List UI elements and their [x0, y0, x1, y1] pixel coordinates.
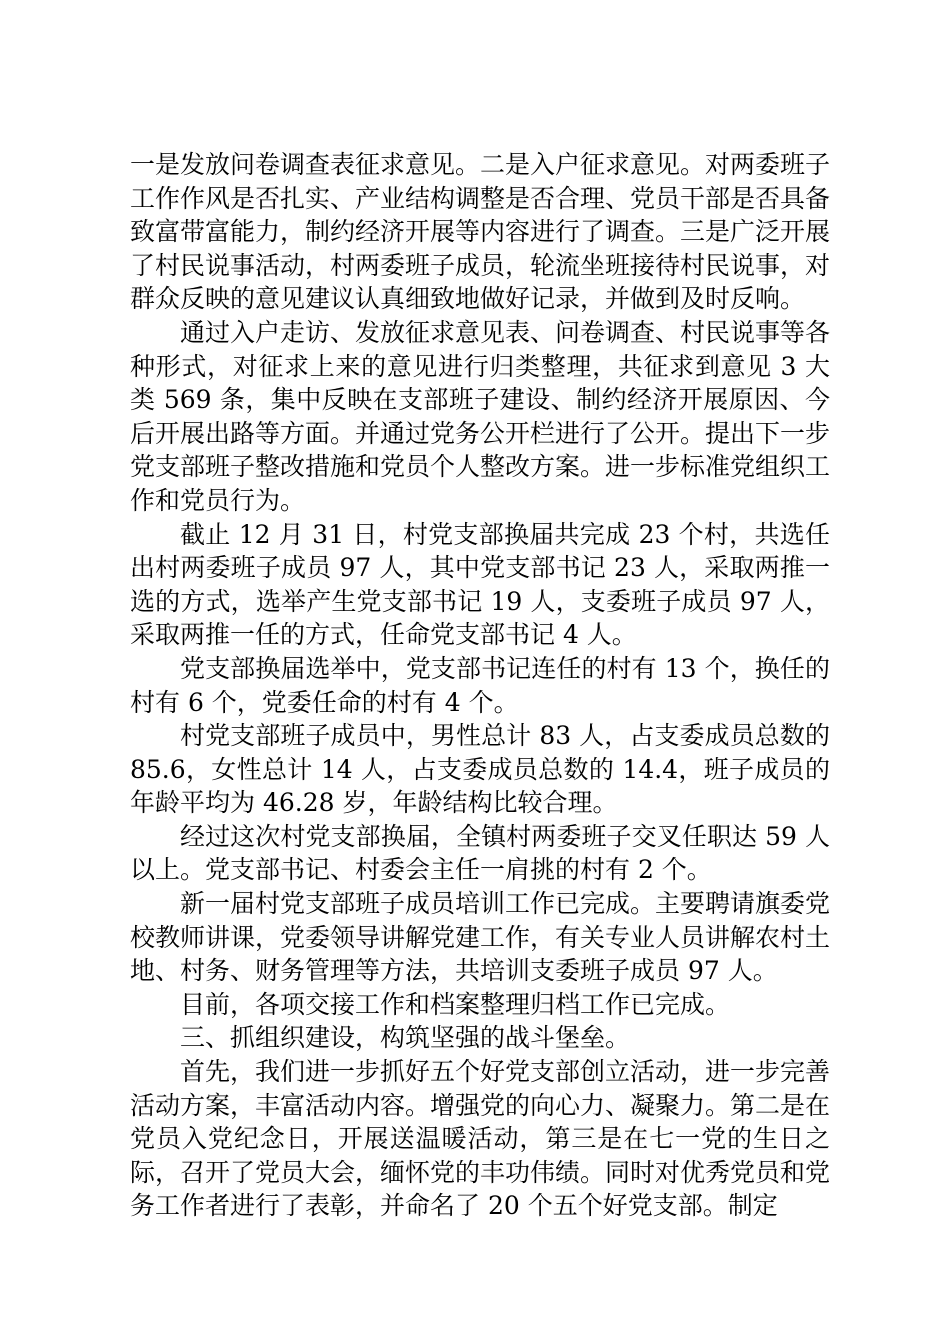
paragraph-member-composition: 村党支部班子成员中，男性总计 83 人，占支委成员总数的 85.6，女性总计 14 人，占支委成员总数的 14.4，班子成员的年龄平均为 46.28 岁，年龄结构比较合理。 — [130, 721, 830, 818]
paragraph-survey-methods: 一是发放问卷调查表征求意见。二是入户征求意见。对两委班子工作作风是否扎实、产业结构调整是否合理、党员干部是否具备致富带富能力，制约经济开展等内容进行了调查。三是广泛开展了村民说事活动，村两委班子成员，轮流坐班接待村民说事，对群众反映的意见建议认真细致地做好记录，并做到及时反响。 — [130, 150, 831, 314]
document-page — [130, 148, 830, 1223]
paragraph-election-results: 截止 12 月 31 日，村党支部换届共完成 23 个村，共选任出村两委班子成员 97 人，其中党支部书记 23 人，采取两推一选的方式，选举产生党支部书记 19 人，支委班子成员 97 人，采取两推一任的方式，任命党支部书记 4 人。 — [130, 519, 830, 650]
section-heading-organization: 三、抓组织建设，构筑坚强的战斗堡垒。 — [180, 1023, 631, 1053]
paragraph-cross-appointment: 经过这次村党支部换届，全镇村两委班子交叉任职达 59 人以上。党支部书记、村委会主任一肩挑的村有 2 个。 — [130, 821, 830, 885]
paragraph-training: 新一届村党支部班子成员培训工作已完成。主要聘请旗委党校教师讲课，党委领导讲解党建工作，有关专业人员讲解农村土地、村务、财务管理等方法，共培训支委班子成员 97 人。 — [130, 889, 831, 986]
paragraph-handover: 目前，各项交接工作和档案整理归档工作已完成。 — [180, 989, 731, 1019]
paragraph-secretary-changes: 党支部换届选举中，党支部书记连任的村有 13 个，换任的村有 6 个，党委任命的村有 4 个。 — [130, 653, 830, 717]
paragraph-opinion-collection: 通过入户走访、发放征求意见表、问卷调查、村民说事等各种形式，对征求上来的意见进行归类整理，共征求到意见 3 大类 569 条，集中反映在支部班子建设、制约经济开展原因、今后开展出路等方面。并通过党务公开栏进行了公开。提出下一步党支部班子整改措施和党员个人整改方案。进一步标准党组织工作和党员行为。 — [130, 317, 831, 515]
paragraph-five-good-branches: 首先，我们进一步抓好五个好党支部创立活动，进一步完善活动方案，丰富活动内容。增强党的向心力、凝聚力。第二是在党员入党纪念日，开展送温暖活动，第三是在七一党的生日之际，召开了党员大会，缅怀党的丰功伟绩。同时对优秀党员和党务工作者进行了表彰，并命名了 20 个五个好党支部。制定 — [130, 1057, 831, 1221]
